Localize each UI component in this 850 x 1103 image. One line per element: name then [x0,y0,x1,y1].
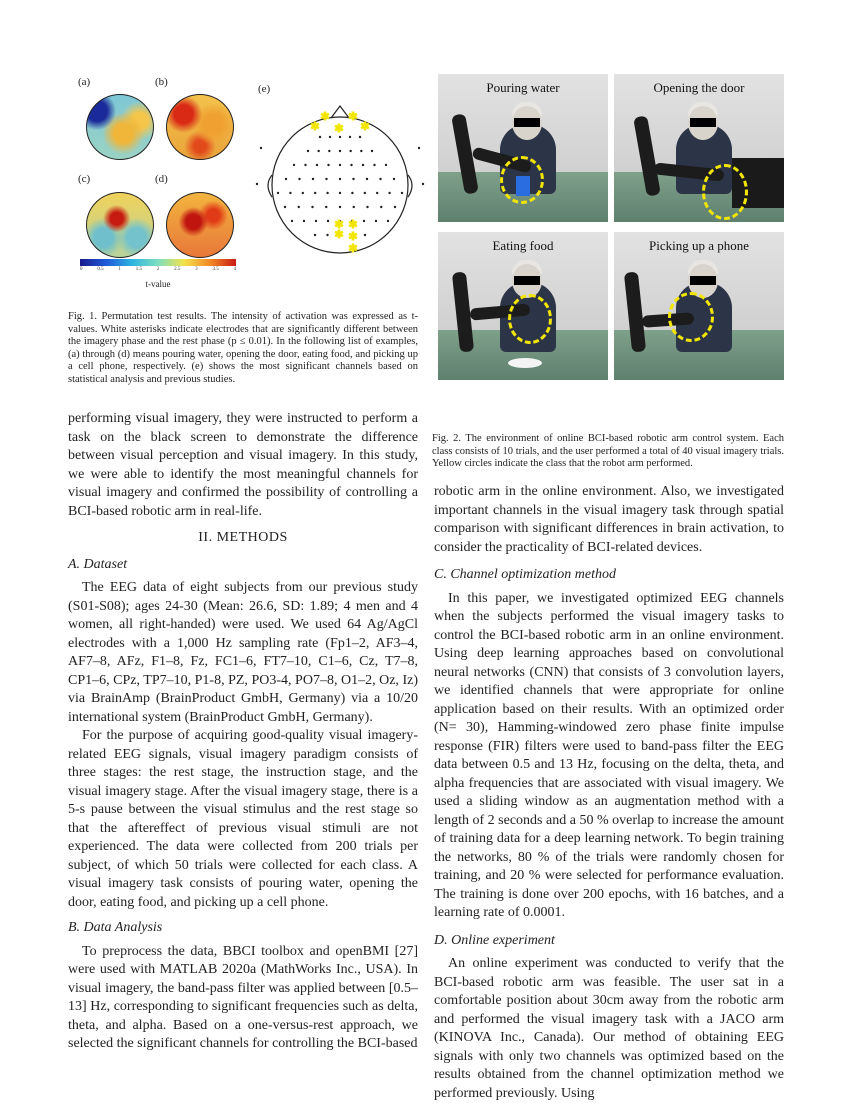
panel-title: Opening the door [653,80,745,95]
paragraph: To preprocess the data, BBCI toolbox and openBMI [27] were used with MATLAB 2020a (MathWorks Inc., USA). In visual imagery, the band-pass filter was applied between [0.5–13] Hz, corresponding to significant frequencies such as delta, theta, and alpha. Based on a one-versus-rest approach, we selected the significant channels for controlling the BCI-based [68,943,418,1051]
electrode-dot [316,164,318,166]
significant-channel-star: ✱ [334,123,344,135]
electrode-dot [260,147,262,149]
electrode-dot [393,178,395,180]
significant-channel-star: ✱ [348,111,358,123]
electrode-dot [339,192,341,194]
electrode-dot [352,178,354,180]
electrode-dot [326,192,328,194]
electrode-dot [339,178,341,180]
electrode-dot [291,220,293,222]
electrode-dot [298,178,300,180]
electrode-dot [373,164,375,166]
paragraph: For the purpose of acquiring good-quality visual imagery-related EEG signals, visual imagery paradigm consists of three stages: the rest stage, the instruction stage, and the visual imagery stage. After the visual imagery stage, there is a 5-s pause between the visual stimulus and the rest stage so that the aftereffect of previous visual stimuli are not experienced. The data were collected from 200 trials per subject, of which 50 trials were collected for each class. A visual imagery task consists of pouring water, opening the door, eating food, and picking up a cell phone. [68,728,418,910]
electrode-dot [387,220,389,222]
electrode-dot [349,136,351,138]
electrode-dot [376,192,378,194]
electrode-dot [366,206,368,208]
fig1-label-d: (d) [155,173,168,185]
colorbar-label: t-value [145,279,171,289]
channel-map [255,90,425,260]
electrode-dot [315,220,317,222]
electrode-dot [364,192,366,194]
electrode-dot [328,150,330,152]
electrode-dot [385,164,387,166]
electrode-dot [360,150,362,152]
section-heading-methods: II. METHODS [198,530,288,545]
electrode-dot [298,206,300,208]
electrode-dot [364,234,366,236]
colorbar-tick: 0 [80,267,83,272]
electrode-dot [307,150,309,152]
electrode-dot [302,192,304,194]
colorbar [80,259,236,266]
colorbar-tick: 0.5 [97,267,104,272]
electrode-dot [311,206,313,208]
photo-picking-phone [614,232,784,380]
electrode-dot [349,150,351,152]
colorbar-tick: 2.5 [174,267,181,272]
significant-channel-star: ✱ [348,219,358,231]
electrode-dot [350,164,352,166]
significant-channel-star: ✱ [334,229,344,241]
electrode-dot [371,150,373,152]
electrode-dot [339,150,341,152]
significant-channel-star: ✱ [320,111,330,123]
electrode-dot [312,178,314,180]
electrode-dot [401,192,403,194]
significant-channel-star: ✱ [348,231,358,243]
subsection-heading-analysis: B. Data Analysis [68,920,163,935]
electrode-dot [394,206,396,208]
electrode-dot [304,164,306,166]
colorbar-ticks [80,267,236,272]
electrode-dot [277,192,279,194]
subsection-heading-channel: C. Channel optimization method [434,567,616,582]
electrode-dot [289,192,291,194]
electrode-dot [327,220,329,222]
panel-title: Pouring water [486,80,560,95]
electrode-dot [325,178,327,180]
colorbar-tick: 1 [118,267,121,272]
colorbar-tick: 1.5 [135,267,142,272]
electrode-dot [293,164,295,166]
electrode-dot [329,136,331,138]
photo-opening-door [614,74,784,222]
fig1-label-c: (c) [78,173,91,185]
colorbar-tick: 4 [233,267,236,272]
colorbar-tick: 2 [156,267,160,272]
topoplot-eating-food [86,192,154,258]
colorbar-tick: 3.5 [212,267,219,272]
topoplot-opening-door [166,94,234,160]
significant-channel-star: ✱ [334,219,344,231]
electrode-dot [422,183,424,185]
electrode-dot [353,206,355,208]
photo-pouring-water [438,74,608,222]
electrode-dot [375,220,377,222]
electrode-dot [359,136,361,138]
fig1-label-a: (a) [78,76,91,88]
electrode-dot [362,164,364,166]
electrode-dot [339,206,341,208]
electrode-dot [303,220,305,222]
photo-eating-food [438,232,608,380]
paragraph: In this paper, we investigated optimized EEG channels when the subjects performed the visual imagery tasks to control the BCI-based robotic arm in an online environment. Using deep learning approaches based on convolutional neural networks (CNN) that consists of 3 convolution layers, we identified channels that were appropriate for online application based on their results. With an optimized order (N= 30), Hamming-windowed zero phase finite impulse response (FIR) filters were used to band-pass filter the EEG data between 0.5 and 13 Hz, focusing on the delta, theta, and alpha frequencies that are associated with visual imagery. We used a sliding window as an augmentation method with a length of 2 seconds and a 50 % overlap to increase the amount of training data for a deep learning network. To begin training the networks, 80 % of the trials were randomly chosen for training, and 20 % were selected for performance evaluation. The training is done over 200 epochs, with 16 batches, and a learning rate of 0.0001. [434,590,784,920]
electrode-dot [326,234,328,236]
paragraph: The EEG data of eight subjects from our previous study (S01-S08); ages 24-30 (Mean: 26.6, SD: 1.89; 4 men and 4 women, all right-handed) were used. We used 64 Ag/AgCl electrodes with a 1,000 Hz sampling rate (Fp1–2, AF3–4, AF7–8, AFz, F1–8, Fz, FC1–6, FT7–10, C1–6, Cz, T7–8, CP1–6, CPz, TP7–10, P1-8, PZ, PO3-4, PO7–8, O1–2, Oz, Iz) via BrainAmp (BrainProduct GmbH, Germany) via a 10/20 international system (BrainProduct GmbH, Germany). [68,580,418,725]
electrode-dot [317,150,319,152]
electrode-dot [418,147,420,149]
paragraph: An online experiment was conducted to verify that the BCI-based robotic arm was feasible. The user sat in a comfortable position about 30cm away from the robotic arm and performed the visual imagery task with a JACO arm (KINOVA Inc., Canada). Our method of obtaining EEG signals with only two channels was optimized based on the results obtained from the channel optimization method we performed previously. Using [434,956,784,1101]
electrode-dot [327,164,329,166]
significant-channel-star: ✱ [360,121,370,133]
electrode-dot [314,192,316,194]
fig2-caption: Fig. 2. The environment of online BCI-based robotic arm control system. Each class consists of 10 trials, and the user performed a total of 40 visual imagery trials. Yellow circles indicate the class that the robot arm performed. [432,433,784,470]
panel-title: Picking up a phone [648,238,749,253]
fig1-label-e: (e) [258,83,271,95]
colorbar-tick: 3 [195,267,198,272]
electrode-dot [388,192,390,194]
electrode-dot [256,183,258,185]
fig1-label-b: (b) [155,76,168,88]
electrode-dot [319,136,321,138]
subsection-heading-online: D. Online experiment [434,932,555,948]
topoplot-picking-phone [166,192,234,258]
significant-channel-star: ✱ [348,243,358,255]
subsection-heading-dataset: A. Dataset [68,556,128,572]
electrode-dot [284,206,286,208]
left-column [68,410,418,1054]
right-column [434,483,784,1103]
electrode-dot [363,220,365,222]
intro-paragraph: robotic arm in the online environment. Also, we investigated important channels in the visual imagery task through spatial comparison with significant differences in brain activation, to consider the practicality of BCI-related devices. [434,484,784,555]
topoplot-pouring-water [86,94,154,160]
electrode-dot [351,192,353,194]
electrode-dot [314,234,316,236]
electrode-dot [339,164,341,166]
electrode-dot [366,178,368,180]
intro-paragraph: performing visual imagery, they were instructed to perform a task on the black screen to demonstrate the difference between visual perception and visual imagery. In this study, we were able to identify the most meaningful channels for visual imagery and confirmed the possibility of controlling a BCI-based robotic arm in real-life. [68,411,418,519]
significant-channel-star: ✱ [310,121,320,133]
panel-title: Eating food [492,238,554,253]
electrode-dot [379,178,381,180]
electrode-dot [285,178,287,180]
electrode-dot [380,206,382,208]
electrode-dot [325,206,327,208]
fig1-caption: Fig. 1. Permutation test results. The intensity of activation was expressed as t-values. White asterisks indicate electrodes that are significantly different between the imagery phase and the rest phase (p ≤ 0.01). In the following list of examples, (a) through (d) means pouring water, opening the door, eating food, and picking up a cell phone, respectively. (e) shows the most significant channels based on statistical analysis and previous studies. [68,311,418,385]
electrode-dot [339,136,341,138]
